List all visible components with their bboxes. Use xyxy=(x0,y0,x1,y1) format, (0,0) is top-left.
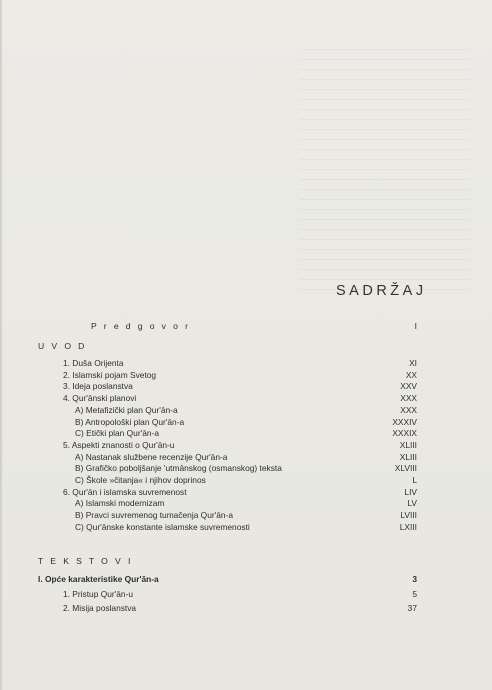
toc-entry-page: XLIII xyxy=(399,451,417,462)
toc-entry-label: 1. Duša Orijenta xyxy=(63,358,124,368)
toc-entry-label: A) Islamski modernizam xyxy=(75,498,165,509)
toc-entry-label: 2. Misija poslanstva xyxy=(63,603,137,613)
predgovor-label: P r e d g o v o r xyxy=(91,321,191,331)
toc-entry-label: A) Nastanak službene recenzije Qur'ān-a xyxy=(75,451,228,462)
toc-entry-label: B) Antropološki plan Qur'ān-a xyxy=(75,416,185,427)
toc-entry-page: XX xyxy=(405,369,417,380)
toc-entry-page: LXIII xyxy=(399,521,417,532)
toc-entry-page: 37 xyxy=(407,603,417,613)
toc-entry-page: LIV xyxy=(404,486,417,497)
toc-entry-label: B) Grafičko poboljšanje 'utmānskog (osmanskog) teksta xyxy=(75,463,282,474)
toc-entry-page: XLVIII xyxy=(394,463,417,474)
toc-entry-label: 5. Aspekti znanosti o Qur'ān-u xyxy=(63,439,175,450)
toc-entry-label: C) Etički plan Qur'ān-a xyxy=(75,428,159,439)
toc-entry-page: 5 xyxy=(412,588,417,599)
page-title: SADRŽAJ xyxy=(336,283,427,299)
toc-entry-label: 4. Qur'ānski planovi xyxy=(63,393,137,404)
toc-entry-label: 2. Islamski pojam Svetog xyxy=(63,369,157,380)
section-header-tekstovi: T E K S T O V I xyxy=(38,556,133,566)
toc-entry-label: A) Metafizički plan Qur'ān-a xyxy=(75,404,178,415)
toc-entry-page: LV xyxy=(407,498,417,509)
toc-entry-page: XXXIV xyxy=(392,416,417,427)
section-header-uvod: U V O D xyxy=(38,341,87,351)
toc-entry-label: C) Qur'ānske konstante islamske suvremenosti xyxy=(75,521,250,532)
toc-entry-label: C) Škole »čitanja« i njihov doprinos xyxy=(75,475,206,485)
toc-entry-page: XXX xyxy=(400,393,417,404)
toc-entry-page: XXXIX xyxy=(392,428,417,439)
toc-entry-label: 1. Pristup Qur'ān-u xyxy=(63,588,134,599)
toc-entry-page: L xyxy=(412,475,417,485)
page-edge-shadow xyxy=(0,0,3,690)
toc-entry-label: I. Opće karakteristike Qur'ān-a xyxy=(38,574,159,584)
toc-entry-page: XI xyxy=(409,358,417,368)
toc-entry-page: XLIII xyxy=(399,439,417,450)
predgovor-page: I xyxy=(414,321,417,331)
toc-entry-page: 3 xyxy=(412,574,417,584)
toc-entry-page: LVIII xyxy=(400,510,417,521)
toc-entry-label: B) Pravci suvremenog tumačenja Qur'ān-a xyxy=(75,510,234,521)
toc-entry-label: 3. Ideja poslanstva xyxy=(63,381,133,392)
toc-entry-page: XXV xyxy=(400,381,417,392)
show-through-text xyxy=(300,40,470,290)
toc-entry-label: 6. Qur'ān i islamska suvremenost xyxy=(63,486,187,497)
toc-entry-page: XXX xyxy=(400,404,417,415)
